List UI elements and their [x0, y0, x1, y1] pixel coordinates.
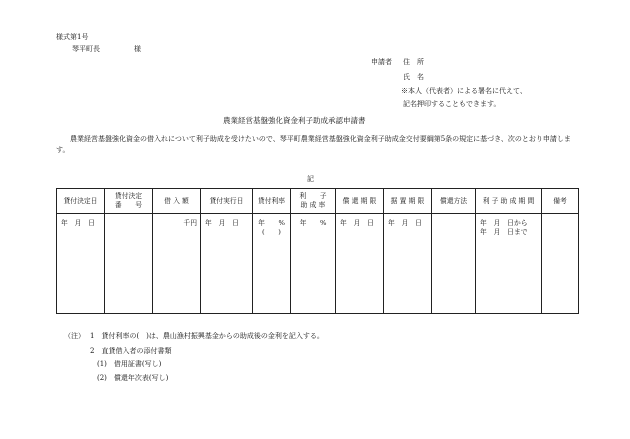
signature-note-line2: 記名押印することもできます。 [403, 100, 501, 108]
subsidy-period-from: 年 月 日から [480, 219, 528, 227]
header-subsidy-period: 利 子 助 成 期 間 [476, 189, 542, 214]
header-remarks: 備考 [542, 189, 579, 214]
form-number: 様式第1号 [56, 33, 89, 41]
header-repay-period: 償 還 期 限 [336, 189, 384, 214]
note-1: 1 貸付利率の( )は、農山漁村振興基金からの助成後の金利を記入する。 [90, 332, 324, 340]
table-row [57, 214, 579, 314]
interest-rate-paren: ( ) [262, 228, 281, 236]
notes-prefix: （注） [64, 332, 85, 340]
cell-remarks[interactable] [542, 214, 579, 314]
cell-subsidy-rate[interactable]: 年 % [291, 214, 336, 314]
header-loan-number-line2: 番 号 [114, 201, 143, 209]
note-2-item-2: (2) 償還年次表(写し) [97, 374, 169, 382]
signature-note-line1: ※本人（代表者）による署名に代えて、 [401, 87, 527, 95]
cell-loan-number[interactable] [105, 214, 153, 314]
applicant-name-label: 氏 名 [403, 73, 424, 81]
applicant-address-label: 住 所 [403, 58, 424, 66]
document-title: 農業経営基盤強化資金利子助成承認申請書 [223, 116, 366, 125]
cell-execution-date[interactable]: 年 月 日 [201, 214, 253, 314]
header-loan-date: 貸付決定日 [57, 189, 105, 214]
cell-grace-period[interactable]: 年 月 日 [384, 214, 432, 314]
addressee-honorific: 様 [134, 45, 141, 53]
interest-rate-value: 年 % [258, 219, 285, 227]
table-header-row [57, 189, 579, 214]
cell-repay-period[interactable]: 年 月 日 [336, 214, 384, 314]
header-subsidy-rate [291, 189, 336, 214]
header-subsidy-rate-line2: 助 成 率 [300, 201, 326, 209]
application-table [56, 188, 579, 314]
subsidy-period-to: 年 月 日まで [480, 228, 528, 236]
body-text: 農業経営基盤強化資金の借入れについて利子助成を受けたいので、琴平町農業経営基盤強化資金利子助成金交付要綱第5条の規定に基づき、次のとおり申請します。 [56, 135, 571, 154]
header-borrowed-amount: 借 入 額 [153, 189, 201, 214]
header-loan-number [105, 189, 153, 214]
header-subsidy-rate-line1: 利 子 [299, 192, 327, 200]
applicant-label: 申請者 [371, 58, 392, 66]
header-interest-rate: 貸付利率 [253, 189, 291, 214]
cell-subsidy-period[interactable] [476, 214, 542, 314]
header-grace-period: 据 置 期 限 [384, 189, 432, 214]
cell-loan-date[interactable]: 年 月 日 [57, 214, 105, 314]
header-loan-number-line1: 貸付決定 [114, 192, 143, 200]
note-2: 2 直貸借入者の添付書類 [90, 347, 172, 355]
header-repay-method: 償還方法 [432, 189, 476, 214]
cell-interest-rate[interactable] [253, 214, 291, 314]
note-2-item-1: (1) 借用証書(写し) [97, 360, 162, 368]
addressee-name: 琴平町長 [72, 45, 100, 53]
cell-borrowed-amount[interactable]: 千円 [153, 214, 201, 314]
ki-heading: 記 [307, 175, 314, 183]
cell-repay-method[interactable] [432, 214, 476, 314]
header-execution-date: 貸付実行日 [201, 189, 253, 214]
